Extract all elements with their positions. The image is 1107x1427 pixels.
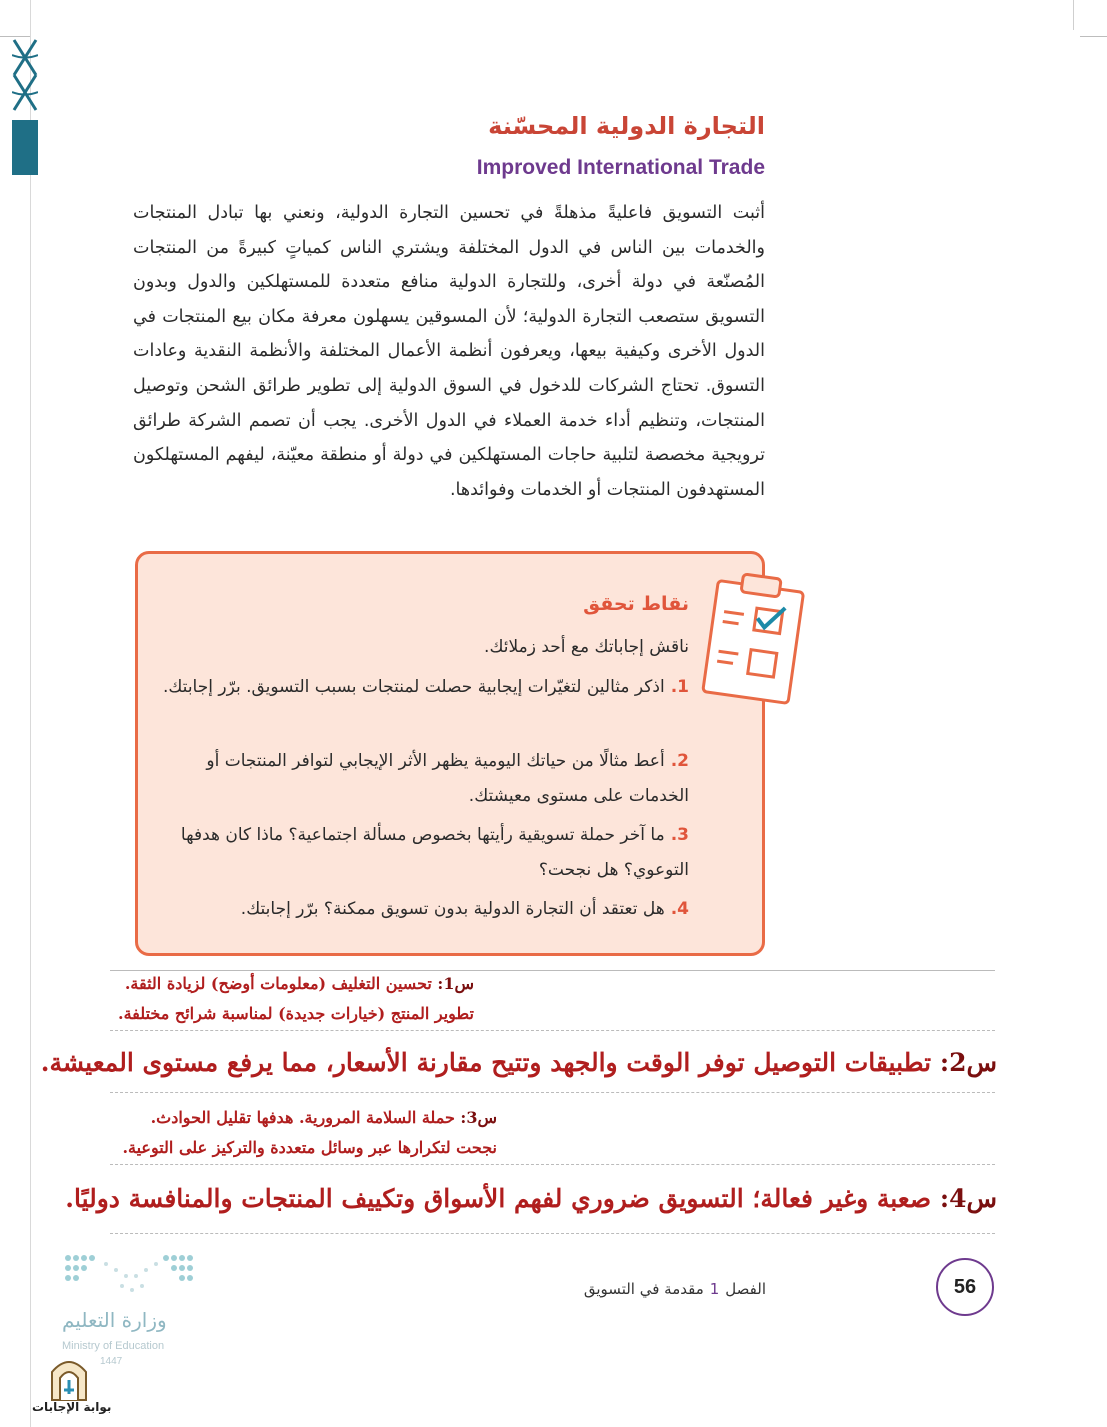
ministry-year: 1447 [100,1356,123,1367]
answer-text: صعبة وغير فعالة؛ التسويق ضروري لفهم الأسواق وتكييف المنتجات والمنافسة دوليًا. [65,1184,932,1213]
crop-mark [1073,0,1074,30]
ministry-name-english: Ministry of Education [62,1340,165,1352]
gate-logo-icon [48,1350,90,1402]
answer-label: س2: [939,1048,997,1077]
answer-rule [110,1164,995,1165]
ministry-name-arabic: وزارة التعليم [62,1308,167,1332]
answer-rule [110,1233,995,1234]
section-title-arabic: التجارة الدولية المحسّنة [488,112,765,140]
answer-3-line-2: نجحت لتكرارها عبر وسائل متعددة والتركيز على التوعية. [122,1138,497,1157]
answer-1-line-1 [125,974,474,993]
answer-rule [110,970,995,971]
site-watermark: بوابة الإجابات [32,1400,112,1414]
question-text: هل تعتقد أن التجارة الدولية بدون تسويق ممكنة؟ برّر إجابتك. [240,899,665,919]
question-number: 3. [670,825,689,845]
answer-rule [110,1092,995,1093]
section-title-english: Improved International Trade [476,156,765,179]
answer-2 [41,1048,997,1077]
answer-text: حملة السلامة المرورية. هدفها تقليل الحوادث. [150,1108,455,1127]
answer-label: س4: [939,1184,997,1213]
answer-text: تحسين التغليف (معلومات أوضح) لزيادة الثقة. [124,974,432,993]
chapter-title: مقدمة في التسويق [583,1280,704,1298]
question-number: 4. [670,899,689,919]
answer-1-line-2: تطوير المنتج (خيارات جديدة) لمناسبة شرائح مختلفة. [118,1004,474,1023]
page-edge-line [30,0,31,1427]
checkpoint-intro: ناقش إجاباتك مع أحد زملائك. [484,637,689,657]
answer-text: تطبيقات التوصيل توفر الوقت والجهد وتتيح مقارنة الأسعار، مما يرفع مستوى المعيشة. [40,1048,932,1077]
checkpoint-question [149,670,689,705]
clipboard-checklist-icon [697,566,812,706]
crop-mark [1080,36,1107,37]
question-text: أعط مثالًا من حياتك اليومية يظهر الأثر الإيجابي لتوافر المنتجات أو الخدمات على مستوى معيشتك. [206,751,689,806]
question-number: 1. [670,677,689,697]
checkpoint-question [149,744,689,814]
chapter-label: الفصل [725,1280,766,1298]
answer-rule [110,1030,995,1031]
answer-3-line-1 [151,1108,497,1127]
chapter-footer [584,1280,766,1298]
answer-4 [65,1184,997,1213]
chapter-number: 1 [709,1280,720,1298]
page-number: 56 [936,1258,994,1316]
question-number: 2. [670,751,689,771]
body-paragraph: أثبت التسويق فاعليةً مذهلةً في تحسين التجارة الدولية، ونعني بها تبادل المنتجات والخدمات بين الناس في الدول المختلفة ويشتري الناس كمياتٍ كبيرةً من المنتجات المُصنّعة في دولة أخرى، وللتجارة الدولية منافع متعددة للمستهلكين والدول وبدون التسويق ستصعب التجارة الدولية؛ لأن المسوقين يسهلون معرفة مكان بيع المنتجات في الدول الأخرى وكيفية بيعها، ويعرفون أنظمة الأعمال المختلفة والأنظمة النقدية وعادات التسوق. تحتاج الشركات للدخول في السوق الدولية إلى تطوير طرائق الشحن وتوصيل المنتجات، وتنظيم أداء خدمة العملاء في الدول الأخرى. يجب أن تصمم الشركة طرائق ترويجية مخصصة لتلبية حاجات المستهلكين في دولة أو منطقة معيّنة، ليفهم المستهلكون المستهدفون المنتجات أو الخدمات وفوائدها. [133,203,765,500]
checkpoint-question [149,892,689,927]
question-text: اذكر مثالين لتغيّرات إيجابية حصلت لمنتجات بسبب التسويق. برّر إجابتك. [162,677,665,697]
checkpoint-title: نقاط تحقق [583,593,689,615]
answer-label: س1: [437,974,474,993]
checkpoint-question [149,818,689,888]
answer-label: س3: [460,1108,497,1127]
ministry-logo-icon [62,1250,202,1300]
side-accent-bar [12,120,38,175]
question-text: ما آخر حملة تسويقية رأيتها بخصوص مسألة اجتماعية؟ ماذا كان هدفها التوعوي؟ هل نجحت؟ [180,825,689,880]
